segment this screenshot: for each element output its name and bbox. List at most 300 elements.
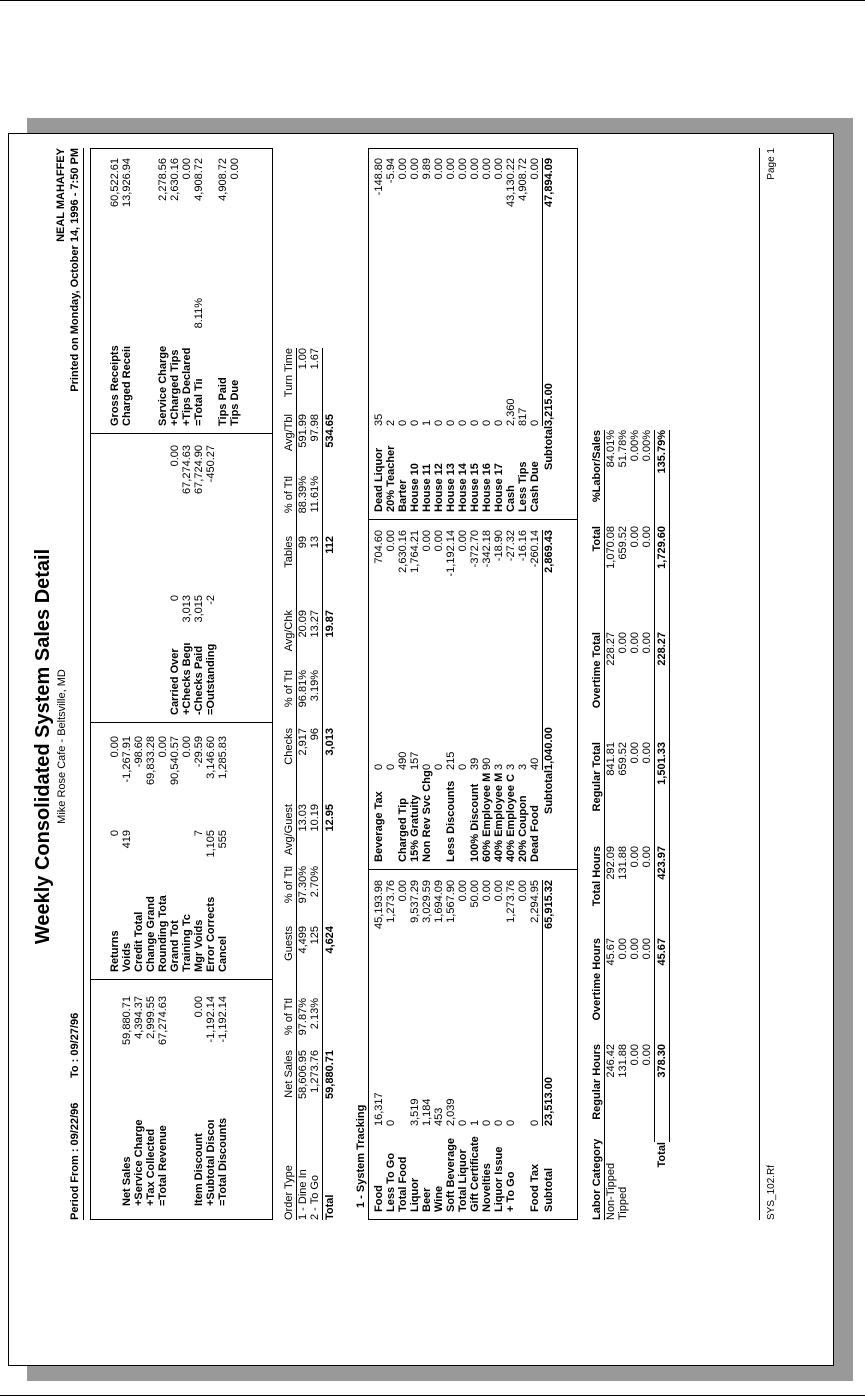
labor-cell: 1,070.08 [605, 526, 617, 569]
labor-total-cell: Total [656, 1142, 668, 1168]
adjustment-label: Mgr Voids [193, 919, 205, 972]
checks-value: 67,274.63 [181, 445, 193, 494]
tracking-label: Total Food [397, 1156, 409, 1212]
checks-value: 0.00 [169, 445, 181, 467]
labor-total-cell: 423.97 [656, 846, 668, 880]
period-to: To : 09/27/96 [69, 1012, 81, 1078]
order-type-total-cell: Total [324, 1194, 336, 1220]
tracking-label: Cash Due [529, 461, 541, 512]
labor-cell: 51.78% [617, 430, 629, 468]
order-type-header: Checks [283, 728, 295, 765]
labor-cell: 659.52 [617, 742, 629, 776]
adjustment-label: Error Corrects [205, 896, 217, 972]
tracking-value: 0.00 [433, 158, 445, 180]
tracking-value: -16.16 [517, 530, 529, 562]
tracking-subtotal-count: 3,215.00 [543, 383, 555, 426]
tracking-label: Cash [505, 485, 517, 512]
labor-cell: 0.00 [641, 526, 653, 548]
tracking-title: 1 - System Tracking [355, 1104, 367, 1208]
tips-value: 4,908.72 [193, 158, 205, 201]
tracking-value: 0.00 [385, 530, 397, 552]
adjustment-count: 1,105 [205, 830, 217, 858]
checks-label: Carried Over [169, 648, 181, 715]
order-type-header: % of Ttl [283, 476, 295, 514]
tracking-value: 0.00 [397, 158, 409, 180]
revenue-value: 4,394.37 [133, 996, 145, 1039]
labor-cell: 0.00 [617, 938, 629, 960]
tracking-label: Total Liquor [457, 1149, 469, 1212]
order-type-cell: 99 [297, 536, 309, 549]
tracking-count: 0 [457, 1119, 469, 1126]
tracking-label: Beverage Tax [373, 791, 385, 862]
checks-count: 0 [169, 595, 181, 602]
tracking-value: 1,567.90 [445, 880, 457, 923]
order-type-header: % of Ttl [283, 670, 295, 708]
tracking-label: House 16 [481, 463, 493, 512]
tips-paid-label: Tips Due [229, 379, 241, 426]
header-rule [83, 148, 84, 1220]
labor-cell: 841.81 [605, 742, 617, 776]
order-type-cell: 2 - To Go [309, 1174, 321, 1220]
labor-header: Regular Hours [591, 1044, 603, 1120]
tracking-label: Soft Beverage [445, 1138, 457, 1212]
order-type-header: % of Ttl [283, 866, 295, 904]
tracking-value: 0.00 [457, 158, 469, 180]
tracking-value: 704.60 [373, 530, 385, 564]
tracking-label: Beer [421, 1187, 433, 1212]
order-type-header: % of Ttl [283, 998, 295, 1036]
labor-cell: 0.00 [641, 846, 653, 868]
order-type-cell: 591.99 [297, 414, 309, 448]
printed-date: Printed on Monday, October 14, 1996 - 7:50 PM [69, 148, 81, 392]
tracking-value: 0.00 [421, 530, 433, 552]
order-type-cell: 58,606.95 [297, 1050, 309, 1099]
order-type-header: Avg/Tbl [283, 414, 295, 452]
tracking-subtotal-label: Subtotal [543, 1168, 555, 1212]
tracking-value: -260.14 [529, 530, 541, 568]
tracking-count: 1 [469, 1119, 481, 1126]
tracking-divider-2 [368, 519, 578, 520]
order-type-total-cell: 534.65 [324, 414, 336, 448]
order-type-cell: 2.13% [309, 998, 321, 1030]
labor-header: Regular Total [591, 742, 603, 812]
adjustment-label: Rounding Tota [157, 895, 169, 972]
tips-label: Service Charge [157, 345, 169, 426]
order-type-cell: 1.00 [297, 348, 309, 370]
tracking-count: 453 [433, 1107, 445, 1126]
adjustment-value: 0.00 [181, 736, 193, 758]
tracking-label: Liquor Issue [493, 1146, 505, 1212]
tracking-count: 0 [433, 419, 445, 426]
tracking-subtotal-value: 65,915.32 [543, 880, 555, 929]
receipts-value: 13,926.94 [121, 158, 133, 207]
tracking-value: -5.94 [385, 158, 397, 184]
tracking-count: 1 [421, 419, 433, 426]
labor-header: %Labor/Sales [591, 430, 603, 503]
order-type-cell: 97.87% [297, 998, 309, 1036]
tracking-value: 0.00 [397, 880, 409, 902]
tracking-value: 1,273.76 [505, 880, 517, 923]
labor-cell: 246.42 [605, 1044, 617, 1078]
tracking-label: 40% Employee C [505, 773, 517, 862]
order-type-cell: 2.70% [309, 866, 321, 898]
order-type-header: Avg/Chk [283, 610, 295, 652]
labor-total-cell: 228.27 [656, 632, 668, 666]
labor-cell: 0.00 [641, 938, 653, 960]
order-type-cell: 97.98 [309, 414, 321, 442]
revenue-label: Net Sales [121, 1156, 133, 1206]
tracking-count: 0 [529, 1119, 541, 1126]
order-type-total-cell: 59,880.71 [324, 1050, 336, 1099]
tracking-value: -372.70 [469, 530, 481, 568]
order-type-cell: 88.39% [297, 476, 309, 514]
tips-value: 0.00 [181, 158, 193, 180]
labor-cell: 0.00 [629, 526, 641, 548]
adjustment-count: 0 [109, 830, 121, 837]
order-type-cell: 3.19% [309, 670, 321, 702]
tracking-count: 0 [373, 763, 385, 770]
adjustment-value: -29.59 [193, 736, 205, 768]
labor-cell: 0.00 [629, 846, 641, 868]
tracking-count: 3 [493, 763, 505, 770]
tracking-label: + To Go [505, 1171, 517, 1212]
tracking-label: Food [373, 1185, 385, 1212]
revenue-label: =Total Revenue [157, 1125, 169, 1206]
adjustment-value: 0.00 [109, 736, 121, 758]
order-type-cell: 13 [309, 536, 321, 549]
order-type-total-cell: 112 [324, 536, 336, 554]
tracking-label: 40% Employee M [493, 772, 505, 862]
tracking-label: Novelties [481, 1163, 493, 1212]
checks-label: +Checks Begι [181, 642, 193, 715]
tracking-value: 2,294.95 [529, 880, 541, 923]
receipts-label: Gross Receipts [109, 345, 121, 426]
tracking-label: House 12 [433, 463, 445, 512]
footer-rule [759, 148, 760, 1220]
adjustment-label: Cancel [217, 935, 229, 972]
tracking-label: Dead Food [529, 805, 541, 862]
labor-cell: 292.09 [605, 846, 617, 880]
revenue-label: +Tax Collected [145, 1128, 157, 1206]
revenue-value: 67,274.63 [157, 996, 169, 1045]
labor-total-underline [669, 430, 670, 1142]
discount-value: -1,192.14 [205, 996, 217, 1043]
tracking-label: 60% Employee M [481, 772, 493, 862]
checks-value: 67,724.90 [193, 445, 205, 494]
tracking-count: 0 [433, 763, 445, 770]
receipts-label: Charged Receiι [121, 345, 133, 426]
order-type-header: Avg/Guest [283, 804, 295, 856]
order-type-cell: 2,917 [297, 728, 309, 756]
order-type-header: Net Sales [283, 1050, 295, 1098]
tips-paid-label: Tips Paid [217, 377, 229, 426]
labor-cell: 0.00 [641, 632, 653, 654]
adjustment-value: 0.00 [157, 736, 169, 758]
tips-paid-value: 0.00 [229, 158, 241, 180]
tracking-value: 9,537.29 [409, 880, 421, 923]
tracking-subtotal-label: Subtotal [543, 770, 555, 814]
discount-label: +Subtotal Discoι [205, 1119, 217, 1206]
tracking-label: Food Tax [529, 1163, 541, 1212]
tracking-count: 490 [397, 751, 409, 770]
tracking-label: Less Tips [517, 461, 529, 512]
tracking-value: 4,908.72 [517, 158, 529, 201]
adjustment-count: 555 [217, 830, 229, 849]
labor-cell: 131.88 [617, 846, 629, 880]
order-type-cell: 125 [309, 926, 321, 945]
labor-cell: 0.00 [617, 632, 629, 654]
checks-count: 3,015 [193, 595, 205, 623]
labor-header: Total Hours [591, 846, 603, 907]
tracking-value: -1,192.14 [445, 530, 457, 577]
labor-total-rule [654, 430, 655, 1142]
report-user: NEAL MAHAFFEY [55, 148, 67, 242]
tracking-count: 90 [481, 757, 493, 770]
labor-header: Labor Category [591, 1138, 603, 1220]
order-type-total-cell: 4,624 [324, 926, 336, 954]
tracking-count: 0 [493, 1119, 505, 1126]
tracking-count: 40 [529, 757, 541, 770]
tracking-label: 15% Gratuity [409, 794, 421, 862]
tracking-label: House 15 [469, 463, 481, 512]
adjustment-value: 3,146.60 [205, 736, 217, 779]
order-type-cell: 13.27 [309, 610, 321, 638]
labor-cell: 84.01% [605, 430, 617, 468]
tracking-value: 2,630.16 [397, 530, 409, 573]
tips-label: +Charged Tips [169, 349, 181, 426]
order-type-cell: 11.61% [309, 476, 321, 513]
tracking-subtotal-count: 1,040.00 [543, 727, 555, 770]
tracking-label: Gift Certificate [469, 1136, 481, 1212]
adjustment-label: Credit Total [133, 911, 145, 972]
tracking-label: House 10 [409, 463, 421, 512]
tracking-count: 0 [457, 763, 469, 770]
tracking-value: 0.00 [445, 158, 457, 180]
labor-header: Overtime Total [591, 632, 603, 709]
tracking-count: 0 [469, 419, 481, 426]
order-type-header: Guests [283, 926, 295, 961]
checks-count: -2 [205, 595, 217, 605]
labor-header: Overtime Hours [591, 938, 603, 1021]
revenue-label: +Service Charge [133, 1119, 145, 1206]
tracking-value: 1,764.21 [409, 530, 421, 573]
tracking-label: Less Discounts [445, 780, 457, 862]
labor-cell: 228.27 [605, 632, 617, 666]
footer-page-number: Page 1 [766, 148, 777, 180]
tips-label: =Total Tiı [193, 378, 205, 426]
report-sheet [8, 133, 834, 1366]
adjustment-count: 419 [121, 830, 133, 849]
adjustment-value: -98.60 [133, 736, 145, 768]
tips-percent: 8.11% [193, 298, 205, 329]
tracking-count: 2 [385, 419, 397, 426]
tracking-value: 0.00 [493, 158, 505, 180]
adjustment-label: Grand Tot [169, 920, 181, 972]
labor-cell: Non-Tipped [605, 1162, 617, 1220]
tracking-count: 1,184 [421, 1098, 433, 1126]
labor-cell: 45.67 [605, 938, 617, 966]
tracking-label: Non Rev Svc Chg [421, 770, 433, 862]
adjustment-count: 7 [193, 830, 205, 837]
tracking-count: 2,360 [505, 398, 517, 426]
tracking-value: 1,694.09 [433, 880, 445, 923]
tracking-value: 43,130.22 [505, 158, 517, 207]
tracking-count: 817 [517, 407, 529, 426]
order-type-total-cell: 12.95 [324, 804, 336, 832]
tracking-count: 0 [445, 419, 457, 426]
order-type-header: Turn Time [283, 348, 295, 398]
order-type-total-cell: 3,013 [324, 728, 336, 756]
order-type-header: Order Type [283, 1165, 295, 1220]
adjustment-label: Returns [109, 930, 121, 972]
tracking-value: 0.00 [457, 530, 469, 552]
adjustment-value: -1,267.91 [121, 736, 133, 783]
order-type-cell: 13.03 [297, 804, 309, 832]
tracking-label: Charged Tip [397, 798, 409, 862]
tracking-count: 0 [385, 763, 397, 770]
tracking-count: 2,039 [445, 1098, 457, 1126]
order-type-cell: 1 - Dine In [297, 1169, 309, 1220]
tracking-count: 0 [409, 419, 421, 426]
order-type-total-cell: 19.87 [324, 610, 336, 638]
order-type-cell: 1.67 [309, 348, 321, 370]
tips-label: +Tips Declared [181, 347, 193, 426]
tracking-value: 0.00 [409, 158, 421, 180]
discount-value: -1,192.14 [217, 996, 229, 1043]
labor-cell: 0.00 [629, 742, 641, 764]
summary-divider-1 [90, 979, 273, 980]
tracking-count: 3 [517, 763, 529, 770]
adjustment-label: Voids [121, 942, 133, 972]
labor-total-cell: 45.67 [656, 938, 668, 966]
tracking-label: Less To Go [385, 1152, 397, 1212]
labor-cell: 0.00 [629, 632, 641, 654]
tracking-count: 16,317 [373, 1092, 385, 1126]
tracking-count: 0 [481, 1119, 493, 1126]
tracking-value: -148.80 [373, 158, 385, 196]
tracking-label: Wine [433, 1185, 445, 1212]
tracking-value: 50.00 [469, 880, 481, 908]
tracking-value: -342.18 [481, 530, 493, 568]
revenue-value: 59,880.71 [121, 996, 133, 1045]
tracking-value: 0.00 [493, 880, 505, 902]
labor-cell: 0.00 [641, 1044, 653, 1066]
tracking-value: 0.00 [517, 880, 529, 902]
tracking-count: 0 [457, 419, 469, 426]
tracking-label: House 11 [421, 463, 433, 512]
tracking-value: -18.90 [493, 530, 505, 562]
tracking-count: 3,519 [409, 1098, 421, 1126]
tracking-subtotal-value: 47,894.09 [543, 158, 555, 207]
order-type-cell: 10.19 [309, 804, 321, 832]
order-type-cell: 96 [309, 728, 321, 741]
revenue-value: 2,999.55 [145, 996, 157, 1039]
tracking-count: 0 [385, 1119, 397, 1126]
order-type-cell: 97.30% [297, 866, 309, 904]
tracking-value: 45,193.98 [373, 880, 385, 929]
labor-total-cell: 1,729.60 [656, 526, 668, 569]
order-type-cell: 1,273.76 [309, 1050, 321, 1093]
labor-total-cell: 378.30 [656, 1044, 668, 1078]
labor-cell: 0.00% [629, 430, 641, 462]
tracking-value: 0.00 [457, 880, 469, 902]
tracking-subtotal-count: 23,513.00 [543, 1077, 555, 1126]
receipts-value: 60,522.61 [109, 158, 121, 207]
tracking-count: 39 [469, 757, 481, 770]
tracking-label: Barter [397, 479, 409, 512]
order-type-cell: 20.09 [297, 610, 309, 638]
tracking-count: 3 [505, 763, 517, 770]
tracking-count: 0 [397, 419, 409, 426]
tracking-count: 0 [493, 419, 505, 426]
tracking-count: 0 [481, 419, 493, 426]
footer-report-id: SYS_102.Rf [766, 1164, 777, 1220]
tracking-label: House 14 [457, 463, 469, 512]
tracking-subtotal-value: 2,869.43 [543, 530, 555, 573]
checks-value: -450.27 [205, 445, 217, 483]
labor-cell: 131.88 [617, 1044, 629, 1078]
tracking-value: -27.32 [505, 530, 517, 562]
tracking-label: 20% Coupon [517, 795, 529, 862]
tracking-subtotal-label: Subtotal [543, 426, 555, 470]
tracking-value: 0.00 [481, 880, 493, 902]
labor-cell: 0.00% [641, 430, 653, 462]
tracking-count: 215 [445, 751, 457, 770]
discount-label: Item Discount [193, 1133, 205, 1206]
tracking-value: 0.00 [469, 158, 481, 180]
tracking-value: 0.00 [481, 158, 493, 180]
tracking-label: Liquor [409, 1177, 421, 1212]
adjustment-value: 90,540.57 [169, 736, 181, 785]
report-subtitle: Mike Rose Cafe - Beltsville, MD [56, 669, 68, 824]
adjustment-value: 1,285.83 [217, 736, 229, 779]
tracking-divider-1 [368, 869, 578, 870]
tracking-label: 100% Discount [469, 783, 481, 862]
discount-label: =Total Discounts [217, 1117, 229, 1206]
labor-cell: Tipped [617, 1186, 629, 1220]
tracking-count: 157 [409, 751, 421, 770]
tips-value: 2,630.16 [169, 158, 181, 201]
report-title: Weekly Consolidated System Sales Detail [32, 548, 54, 945]
tracking-value: 0.00 [433, 530, 445, 552]
tracking-value: 0.00 [529, 158, 541, 180]
adjustment-label: Training Tc [181, 914, 193, 972]
tracking-count: 0 [529, 419, 541, 426]
rotated-report-page [13, 135, 829, 1358]
tracking-value: 1,273.76 [385, 880, 397, 923]
labor-cell: 0.00 [629, 938, 641, 960]
summary-divider-3 [90, 433, 273, 434]
labor-total-cell: 135.79% [656, 430, 668, 474]
order-type-total-rule [322, 348, 323, 1220]
tracking-value: 9.89 [421, 158, 433, 180]
labor-cell: 0.00 [641, 742, 653, 764]
order-type-header: Tables [283, 536, 295, 568]
tips-paid-value: 4,908.72 [217, 158, 229, 201]
labor-cell: 0.00 [629, 1044, 641, 1066]
tracking-count: 35 [373, 413, 385, 426]
period-from: Period From : 09/22/96 [69, 1102, 81, 1220]
summary-divider-2 [90, 722, 273, 723]
tracking-count: 0 [421, 763, 433, 770]
checks-count: 3,013 [181, 595, 193, 623]
tracking-label: Dead Liquor [373, 447, 385, 512]
labor-total-cell: 1,501.33 [656, 742, 668, 785]
tracking-count: 0 [505, 1119, 517, 1126]
labor-header: Total [591, 526, 603, 552]
tracking-value: 3,029.59 [421, 880, 433, 923]
checks-label: -Checks Paid [193, 645, 205, 715]
